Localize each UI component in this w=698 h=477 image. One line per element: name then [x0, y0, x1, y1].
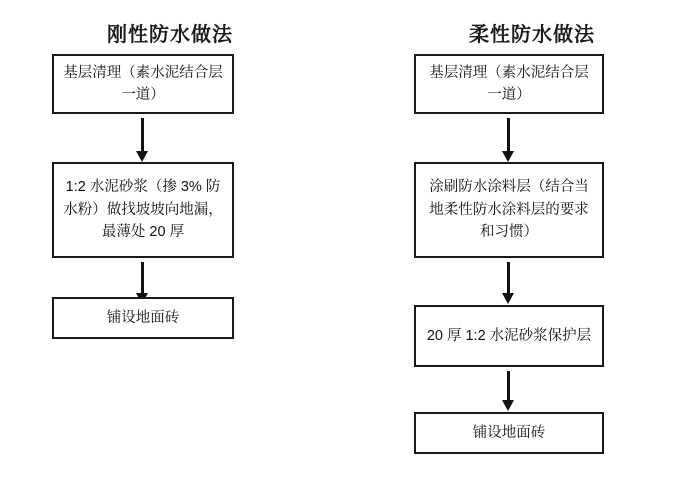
flow-node — [52, 297, 234, 339]
flow-node — [414, 305, 604, 367]
arrow-down-icon — [139, 118, 146, 162]
flow-node-label: 1:2 水泥砂浆（掺 3% 防水粉）做找坡坡向地漏，最薄处 20 厚 — [63, 179, 223, 241]
flow-node-label: 铺设地面砖 — [472, 424, 546, 441]
flow-node — [414, 54, 604, 114]
flow-node-label: 基层清理（素水泥结合层一道） — [63, 64, 223, 103]
arrow-down-icon — [505, 262, 512, 304]
flow-node — [414, 412, 604, 454]
flow-node-label: 20 厚 1:2 水泥砂浆保护层 — [426, 327, 592, 344]
flow-node-label: 铺设地面砖 — [106, 309, 180, 326]
arrow-down-icon — [505, 371, 512, 411]
column-title-rigid: 刚性防水做法 — [107, 24, 233, 46]
flow-node-label: 基层清理（素水泥结合层一道） — [429, 64, 589, 103]
flow-node — [52, 54, 234, 114]
arrow-down-icon — [505, 118, 512, 162]
column-title-flexible: 柔性防水做法 — [469, 24, 595, 46]
flow-node — [52, 162, 234, 258]
flow-node — [414, 162, 604, 258]
flow-node-label: 涂刷防水涂料层（结合当地柔性防水涂料层的要求和习惯） — [429, 179, 589, 241]
flow-column-rigid — [22, 0, 322, 477]
flow-column-flexible — [390, 0, 690, 477]
